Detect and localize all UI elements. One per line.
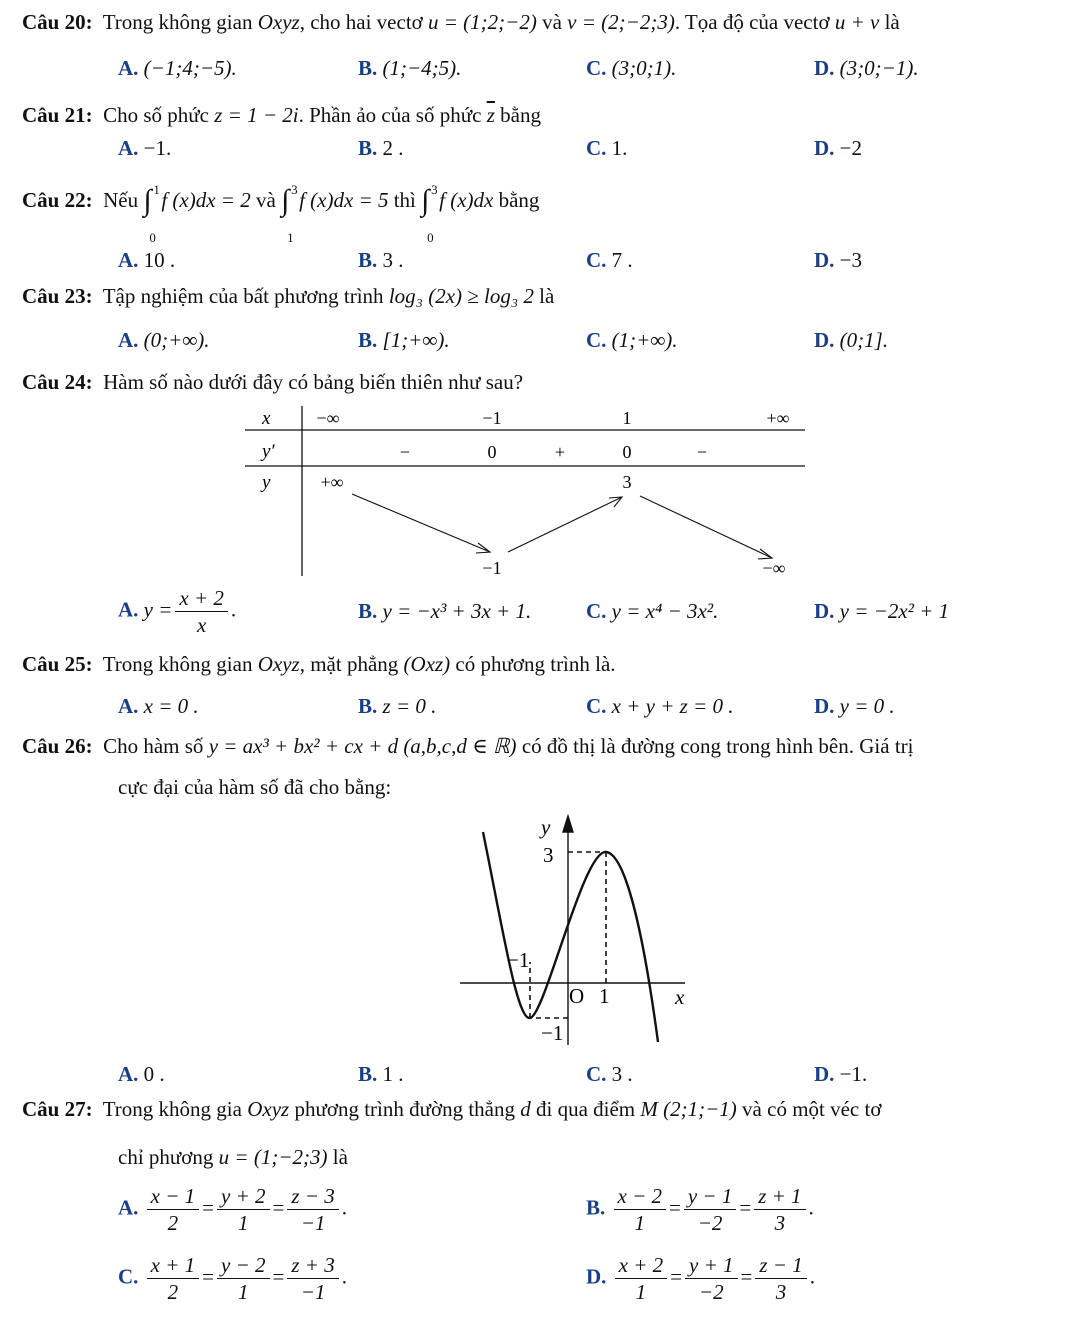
option-key: B. — [358, 328, 378, 352]
question-label: Câu 25: — [22, 652, 93, 676]
option-value: (3;0;1). — [611, 56, 677, 80]
option-key: C. — [586, 248, 607, 272]
option-b[interactable] — [358, 694, 436, 719]
integral-body: f (x)dx — [439, 188, 494, 212]
sign-value: − — [399, 442, 411, 462]
question-label: Câu 24: — [22, 370, 93, 394]
stem-text: có đồ thị là đường cong trong hình bên. Giá trị — [521, 734, 914, 758]
fraction: $\frac{x + 1}{2}$ — [147, 1252, 200, 1305]
cubic-graph — [455, 810, 700, 1055]
question-23-stem — [22, 284, 554, 309]
vector-sum: u + v — [834, 10, 880, 34]
sign-value: + — [554, 442, 566, 462]
option-b[interactable] — [358, 56, 461, 81]
option-key: B. — [358, 56, 378, 80]
option-key: A. — [118, 694, 139, 718]
option-key: D. — [814, 56, 835, 80]
option-c[interactable] — [586, 136, 627, 161]
option-a[interactable] — [118, 694, 199, 719]
option-c[interactable] — [586, 599, 718, 624]
option-d[interactable] — [814, 136, 862, 161]
row-label-yprime: y′ — [262, 441, 275, 462]
integral-body: f (x)dx = 5 — [299, 188, 389, 212]
option-a[interactable] — [118, 1062, 165, 1087]
y-value: −1 — [482, 558, 502, 578]
option-value: y = x⁴ − 3x². — [611, 599, 719, 623]
y-axis-label: y — [541, 815, 551, 839]
question-24-stem — [22, 370, 523, 395]
option-key: D. — [814, 1062, 835, 1086]
fraction: $\frac{y - 2}{1}$ — [217, 1252, 270, 1305]
math-text: y = ax³ + bx² + cx + d (a,b,c,d ∈ ℝ) — [208, 734, 517, 758]
integral-body: f (x)dx = 2 — [161, 188, 251, 212]
fraction: $\frac{x - 2}{1}$ — [614, 1183, 667, 1236]
option-key: B. — [358, 136, 378, 160]
stem-text: đi qua điểm — [536, 1097, 636, 1121]
option-b[interactable] — [358, 328, 450, 353]
option-value: y = −x³ + 3x + 1. — [382, 599, 532, 623]
option-value: 1. — [611, 136, 628, 160]
y-value: +∞ — [320, 472, 344, 492]
stem-text: có phương trình là. — [455, 652, 616, 676]
option-a[interactable] — [118, 248, 175, 273]
option-b[interactable]: B. $\frac{x - 2}{1}$ = $\frac{y - 1}{-2}$ = $\frac{z + 1}{3}$ . — [586, 1184, 814, 1235]
option-value: x + y + z = 0 . — [611, 694, 734, 718]
integral-sign: ∫ 3 1 — [281, 182, 298, 246]
math-text: M (2;1;−1) — [640, 1097, 737, 1121]
option-value: −1. — [143, 136, 172, 160]
option-b[interactable] — [358, 599, 531, 624]
stem-text: là — [884, 10, 900, 34]
question-21-stem — [22, 103, 541, 128]
option-key: D. — [814, 248, 835, 272]
option-value: y = — [143, 597, 173, 622]
option-value: (0;1]. — [839, 328, 889, 352]
cubic-curve — [483, 832, 658, 1042]
integral-sign: ∫ 3 0 — [421, 182, 438, 246]
option-key: D. — [586, 1264, 607, 1289]
option-value: (1;−4;5). — [382, 56, 462, 80]
option-key: A. — [118, 597, 139, 622]
stem-text: , mặt phẳng — [299, 652, 399, 676]
vector-u: u = (1;2;−2) — [428, 10, 537, 34]
stem-text: bằng — [500, 103, 541, 127]
option-c[interactable] — [586, 1062, 633, 1087]
option-key: A. — [118, 1195, 139, 1220]
stem-text: , cho hai vectơ — [299, 10, 423, 34]
stem-text: Cho số phức — [103, 103, 209, 127]
stem-text: và — [542, 10, 562, 34]
option-value: (0;+∞). — [143, 328, 210, 352]
stem-text: Trong không gian — [102, 10, 253, 34]
option-value: 0 . — [143, 1062, 165, 1086]
x-value: −∞ — [316, 408, 340, 428]
question-25-stem — [22, 652, 616, 677]
option-key: C. — [118, 1264, 139, 1289]
vector-v: v = (2;−2;3) — [567, 10, 675, 34]
option-key: B. — [358, 248, 378, 272]
stem-text: Cho hàm số — [103, 734, 204, 758]
option-key: B. — [358, 1062, 378, 1086]
stem-text: cực đại của hàm số đã cho bằng: — [118, 775, 392, 799]
question-label: Câu 21: — [22, 103, 93, 127]
integral-sign: ∫ 1 0 — [143, 182, 160, 246]
question-26-stem-line2 — [118, 775, 391, 800]
stem-text: . Tọa độ của vectơ — [674, 10, 830, 34]
option-key: A. — [118, 328, 139, 352]
stem-text: Trong không gia — [102, 1097, 242, 1121]
fraction: $\frac{y - 1}{-2}$ — [684, 1183, 737, 1236]
option-key: A. — [118, 56, 139, 80]
stem-text: Trong không gian — [102, 652, 253, 676]
decrease-arrow — [352, 494, 490, 552]
tick-label: 3 — [543, 843, 554, 867]
math-text: d — [520, 1097, 531, 1121]
option-c[interactable]: C. $\frac{x + 1}{2}$ = $\frac{y - 2}{1}$ = $\frac{z + 3}{-1}$ . — [118, 1253, 347, 1304]
fraction: $\frac{y + 2}{1}$ — [217, 1183, 270, 1236]
option-value: 3 . — [382, 248, 404, 272]
row-label-x: x — [262, 408, 271, 429]
option-d[interactable] — [814, 599, 949, 624]
origin-label: O — [569, 984, 585, 1008]
tick-label: −1 — [507, 948, 530, 972]
question-27-stem — [22, 1097, 881, 1122]
sign-value: 0 — [622, 442, 632, 462]
option-d[interactable] — [814, 56, 919, 81]
question-22-stem — [22, 178, 540, 246]
question-label: Câu 26: — [22, 734, 93, 758]
option-key: B. — [358, 599, 378, 623]
option-value: 1 . — [382, 1062, 404, 1086]
y-value: 3 — [622, 472, 632, 492]
option-value: x = 0 . — [143, 694, 199, 718]
option-key: D. — [814, 136, 835, 160]
option-d[interactable]: D. $\frac{x + 2}{1}$ = $\frac{y + 1}{-2}$ = $\frac{z - 1}{3}$ . — [586, 1253, 815, 1304]
y-value: −∞ — [762, 558, 786, 578]
option-c[interactable] — [586, 694, 734, 719]
sign-value: − — [696, 442, 708, 462]
option-value: −2 — [839, 136, 863, 160]
math-text: Oxyz — [257, 652, 300, 676]
math-text: z = 1 − 2i — [214, 103, 299, 127]
option-key: B. — [586, 1195, 606, 1220]
x-value: 1 — [622, 408, 632, 428]
option-d[interactable] — [814, 248, 862, 273]
option-b[interactable] — [358, 1062, 404, 1087]
stem-text: và có một véc tơ — [742, 1097, 882, 1121]
option-c[interactable] — [586, 328, 678, 353]
option-b[interactable] — [358, 136, 404, 161]
fraction: $\frac{y + 1}{-2}$ — [685, 1252, 738, 1305]
option-c[interactable] — [586, 248, 633, 273]
conjugate-z: $\overline{z}$ — [486, 103, 495, 127]
option-key: A. — [118, 248, 139, 272]
option-value: −1. — [839, 1062, 868, 1086]
stem-text: . Phần ảo của số phức — [298, 103, 482, 127]
question-label: Câu 23: — [22, 284, 93, 308]
option-key: C. — [586, 694, 607, 718]
stem-text: Nếu — [103, 188, 139, 212]
fraction: $\frac{z - 1}{3}$ — [755, 1252, 806, 1305]
math-text: u = (1;−2;3) — [218, 1145, 328, 1169]
stem-text: và — [255, 188, 276, 212]
option-a[interactable] — [118, 136, 171, 161]
tick-label: 1 — [599, 984, 610, 1008]
variation-table — [240, 402, 810, 582]
question-20-stem — [22, 10, 900, 35]
option-value: 10 . — [143, 248, 176, 272]
y-axis-arrow — [563, 816, 573, 832]
option-key: D. — [814, 328, 835, 352]
sign-value: 0 — [487, 442, 497, 462]
option-d[interactable] — [814, 1062, 867, 1087]
option-key: A. — [118, 1062, 139, 1086]
option-b[interactable] — [358, 248, 404, 273]
option-value: z = 0 . — [382, 694, 437, 718]
option-c[interactable] — [586, 56, 676, 81]
question-label: Câu 27: — [22, 1097, 93, 1121]
stem-text: Tập nghiệm của bất phương trình — [102, 284, 384, 308]
option-key: C. — [586, 328, 607, 352]
math-text: log₃ (2x) ≥ log₃ 2 — [388, 284, 534, 308]
option-value: y = 0 . — [839, 694, 895, 718]
option-d[interactable] — [814, 328, 888, 353]
option-a[interactable] — [118, 328, 210, 353]
increase-arrow — [508, 497, 622, 552]
option-a[interactable]: A. $\frac{x - 1}{2}$ = $\frac{y + 2}{1}$ = $\frac{z - 3}{-1}$ . — [118, 1184, 347, 1235]
stem-text: Hàm số nào dưới đây có bảng biến thiên như sau? — [103, 370, 524, 394]
option-value: 3 . — [611, 1062, 633, 1086]
fraction: $\frac{z - 3}{-1}$ — [287, 1183, 338, 1236]
math-text: (Oxz) — [403, 652, 451, 676]
stem-text: là — [539, 284, 555, 308]
stem-text: là — [332, 1145, 348, 1169]
x-value: +∞ — [766, 408, 790, 428]
option-a[interactable]: A. y = $\frac{x + 2}{x}$ . — [118, 586, 237, 637]
option-value: −3 — [839, 248, 863, 272]
option-key: A. — [118, 136, 139, 160]
question-26-stem — [22, 734, 913, 759]
option-key: C. — [586, 56, 607, 80]
option-value: y = −2x² + 1 — [839, 599, 950, 623]
option-key: C. — [586, 1062, 607, 1086]
math-text: Oxyz — [257, 10, 300, 34]
option-value: 2 . — [382, 136, 404, 160]
question-label: Câu 22: — [22, 188, 93, 212]
option-value: (3;0;−1). — [839, 56, 919, 80]
x-axis-label: x — [675, 985, 685, 1009]
tick-label: −1 — [541, 1021, 564, 1045]
x-value: −1 — [482, 408, 502, 428]
stem-text: chỉ phương — [118, 1145, 214, 1169]
option-d[interactable] — [814, 694, 895, 719]
option-value: [1;+∞). — [382, 328, 450, 352]
fraction: $\frac{x - 1}{2}$ — [147, 1183, 200, 1236]
option-key: C. — [586, 599, 607, 623]
stem-text: bằng — [498, 188, 540, 212]
option-key: D. — [814, 599, 835, 623]
option-value: (1;+∞). — [611, 328, 678, 352]
option-a[interactable] — [118, 56, 237, 81]
option-value: (−1;4;−5). — [143, 56, 237, 80]
option-key: B. — [358, 694, 378, 718]
question-27-stem-line2 — [118, 1145, 348, 1170]
option-key: D. — [814, 694, 835, 718]
stem-text: phương trình đường thẳng — [294, 1097, 515, 1121]
fraction: $\frac{x + 2}{x}$ — [175, 585, 228, 638]
math-text: Oxyz — [247, 1097, 290, 1121]
fraction: $\frac{x + 2}{1}$ — [615, 1252, 668, 1305]
row-label-y: y — [262, 472, 271, 493]
fraction: $\frac{z + 3}{-1}$ — [287, 1252, 338, 1305]
fraction: $\frac{z + 1}{3}$ — [754, 1183, 805, 1236]
option-key: C. — [586, 136, 607, 160]
decrease-arrow — [640, 496, 772, 558]
option-value: 7 . — [611, 248, 633, 272]
question-label: Câu 20: — [22, 10, 93, 34]
stem-text: thì — [393, 188, 416, 212]
